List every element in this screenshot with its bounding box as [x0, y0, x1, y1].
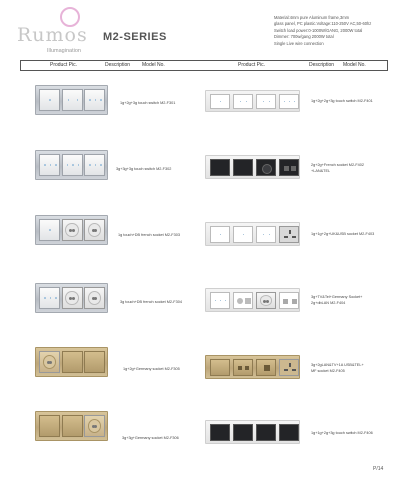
mf-socket-icon — [279, 359, 299, 376]
product-label-f401: 1g+2g+2g+3g touch switch M2-F401 — [311, 99, 373, 103]
spec-line: Material:4mm pure Aluminum frame,3mm — [274, 15, 350, 20]
touch-module — [39, 89, 60, 111]
lan-tv-icon — [233, 359, 253, 376]
touch-module — [210, 94, 230, 109]
tv-tel-icon — [233, 292, 253, 309]
spec-line: Switch load power:0-1000W/GANG, 2000W total — [274, 27, 363, 33]
product-label-f404 — [311, 295, 362, 306]
touch-module — [279, 94, 299, 109]
product-image-f402 — [205, 155, 300, 179]
catalog-header — [0, 0, 409, 62]
product-image-f301 — [35, 85, 108, 115]
french-socket-icon — [62, 287, 83, 309]
page-number: P/14 — [373, 466, 384, 472]
brand-logo: Rumos — [17, 24, 88, 46]
touch-module — [256, 226, 276, 243]
column-header-product-pic-right: Product Pic. — [238, 62, 265, 68]
dark-touch-module — [210, 159, 230, 176]
column-header-model-no-right: Model No. — [343, 62, 366, 68]
touch-module — [39, 219, 60, 241]
touch-module — [84, 154, 105, 176]
lan-tel-icon — [279, 159, 299, 176]
product-image-f403 — [205, 222, 300, 246]
touch-module — [62, 351, 83, 373]
touch-module — [62, 415, 83, 437]
touch-module — [39, 287, 60, 309]
product-label-line: +LAN&TEL — [311, 168, 331, 173]
product-label-f405 — [311, 363, 364, 374]
product-image-f306 — [35, 411, 108, 441]
touch-module — [84, 89, 105, 111]
touch-module — [256, 94, 276, 109]
product-label-f301: 1g+2g+3g touch switch M2-F301 — [120, 101, 176, 105]
touch-module — [210, 226, 230, 243]
column-header-product-pic: Product Pic. — [50, 62, 77, 68]
french-socket-icon — [84, 287, 105, 309]
usb-tel-icon — [256, 359, 276, 376]
french-socket-icon — [62, 219, 83, 241]
product-label-f303: 1g touch+DB french socket M2-F303 — [118, 233, 180, 237]
product-label-f406: 1g+1g+2g+3g touch switch M2-F406 — [311, 431, 373, 435]
product-label-f306: 3g+3g+Germany socket M2-F306 — [122, 436, 179, 440]
spec-line: glass panel, PC plastic.Voltage:110-250V AC,50-60hz — [274, 21, 372, 27]
dark-touch-module — [279, 424, 299, 441]
touch-module — [210, 292, 230, 309]
french-socket-icon — [256, 159, 276, 176]
french-socket-icon — [84, 219, 105, 241]
dark-touch-module — [233, 424, 253, 441]
product-label-line: 2g+dbLAN M2-F404 — [311, 300, 346, 305]
touch-module — [233, 94, 253, 109]
product-label-f402 — [311, 163, 364, 174]
touch-module — [233, 226, 253, 243]
column-header-description: Description — [105, 62, 131, 68]
dark-touch-module — [233, 159, 253, 176]
product-label-line: 3g+2gLAN&TV+1A USB&TEL+ — [311, 363, 364, 367]
product-image-f401 — [205, 90, 300, 112]
dark-touch-module — [210, 424, 230, 441]
product-label-line: MF socket M2-F405 — [311, 368, 345, 373]
germany-socket-icon — [84, 415, 105, 437]
column-header-description-right: Description — [309, 62, 335, 68]
uk-usb-socket-icon — [279, 226, 299, 243]
product-label-line: 2g+2g+French socket M2-F402 — [311, 163, 364, 167]
touch-module — [39, 154, 60, 176]
touch-module — [210, 359, 230, 376]
touch-module — [62, 154, 83, 176]
spec-block — [274, 15, 406, 47]
touch-module — [62, 89, 83, 111]
touch-module — [84, 351, 105, 373]
touch-module — [39, 415, 60, 437]
product-label-f304: 3g touch+DB french socket M2-F304 — [120, 300, 182, 304]
product-image-f302 — [35, 150, 108, 180]
product-label-f403: 1g+1g+2g+UK&USB socket M2-F403 — [311, 232, 375, 236]
product-image-f303 — [35, 215, 108, 245]
product-image-f405 — [205, 355, 300, 379]
lan-icon — [279, 292, 299, 309]
column-header-model-no: Model No. — [142, 62, 165, 68]
series-title: M2-SERIES — [103, 31, 167, 43]
product-image-f406 — [205, 420, 300, 444]
dark-touch-module — [256, 424, 276, 441]
spec-line: Dimmer: 700w/gang 2000W total — [274, 34, 334, 40]
product-image-f304 — [35, 283, 108, 313]
germany-socket-icon — [256, 292, 276, 309]
product-label-line: 3g+TV&Tel+Germany Socket+ — [311, 295, 363, 299]
product-image-f404 — [205, 288, 300, 312]
brand-tagline: Illumagination — [47, 48, 81, 54]
product-label-f302: 3g+3g+3g touch switch M2-F302 — [116, 167, 172, 171]
spec-line: Single Live wire connection — [274, 40, 324, 46]
product-image-f305 — [35, 347, 108, 377]
product-label-f305: 1g+2g+Germany socket M2-F305 — [123, 367, 180, 371]
germany-socket-icon — [39, 351, 60, 373]
